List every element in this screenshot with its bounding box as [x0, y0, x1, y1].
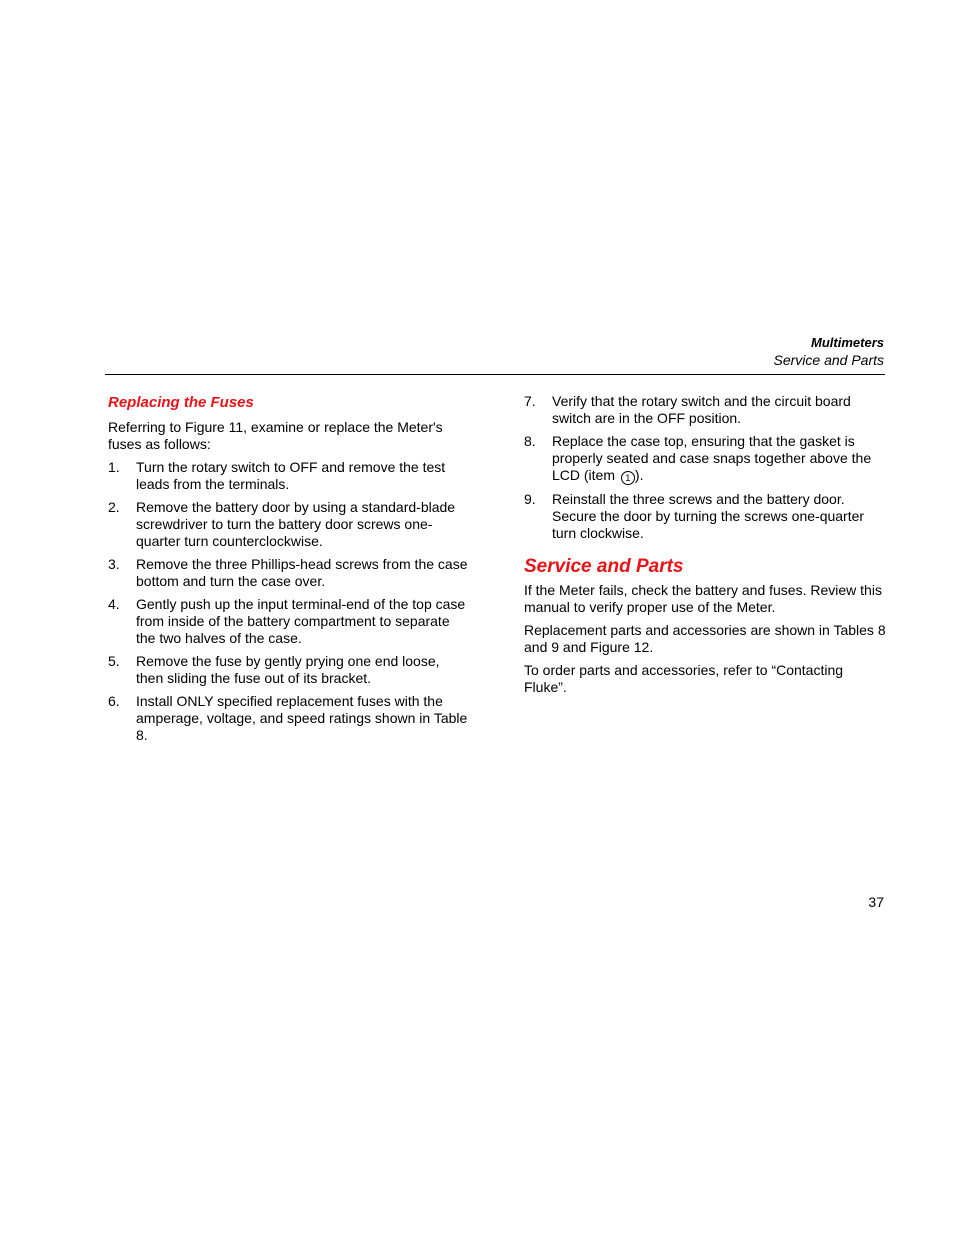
list-item — [524, 491, 886, 542]
item-callout-marker: 1 — [621, 471, 635, 485]
service-paragraph: If the Meter fails, check the battery and fuses. Review this manual to verify proper use of the Meter. — [524, 582, 882, 615]
step-text: Install ONLY specified replacement fuses with the amperage, voltage, and speed ratings shown in Table 8. — [136, 693, 468, 743]
page-number: 37 — [868, 894, 884, 910]
fuse-steps-list — [108, 459, 470, 744]
step-text: Reinstall the three screws and the battery door. Secure the door by turning the screws one-quarter turn clockwise. — [552, 491, 865, 541]
header-rule — [105, 374, 885, 375]
running-header-title: Multimeters — [811, 335, 884, 350]
fuse-steps-list-continued — [524, 393, 886, 542]
step-text: Turn the rotary switch to OFF and remove the test leads from the terminals. — [136, 459, 446, 492]
step-text: Replace the case top, ensuring that the gasket is properly seated and case snaps together above the LCD (item — [552, 433, 872, 483]
step-number: 7. — [524, 393, 536, 409]
right-column — [524, 393, 886, 702]
section-heading-replacing-fuses: Replacing the Fuses — [108, 394, 254, 411]
step-text: Remove the battery door by using a standard-blade screwdriver to turn the battery door screws one-quarter turn counterclockwise. — [136, 499, 456, 549]
left-column — [108, 393, 470, 750]
step-number: 5. — [108, 653, 120, 669]
step-number: 2. — [108, 499, 120, 515]
step-text-end: ). — [634, 467, 644, 483]
list-item — [108, 596, 470, 647]
section-heading-service-and-parts: Service and Parts — [524, 556, 684, 577]
step-number: 3. — [108, 556, 120, 572]
service-paragraph: To order parts and accessories, refer to “Contacting Fluke”. — [524, 662, 844, 695]
list-item — [524, 433, 886, 485]
step-number: 6. — [108, 693, 120, 709]
list-item — [108, 459, 470, 493]
service-paragraph: Replacement parts and accessories are shown in Tables 8 and 9 and Figure 12. — [524, 622, 886, 655]
fuses-intro: Referring to Figure 11, examine or replace the Meter's fuses as follows: — [108, 419, 443, 452]
step-text: Remove the three Phillips-head screws from the case bottom and turn the case over. — [136, 556, 468, 589]
list-item — [108, 556, 470, 590]
step-number: 9. — [524, 491, 536, 507]
list-item — [108, 653, 470, 687]
step-number: 4. — [108, 596, 120, 612]
step-text: Remove the fuse by gently prying one end loose, then sliding the fuse out of its bracket. — [136, 653, 440, 686]
step-text: Verify that the rotary switch and the circuit board switch are in the OFF position. — [552, 393, 851, 426]
list-item — [524, 393, 886, 427]
step-text: Gently push up the input terminal-end of the top case from inside of the battery compartment to separate the two halves of the case. — [136, 596, 466, 646]
list-item — [108, 499, 470, 550]
list-item — [108, 693, 470, 744]
running-header-subtitle: Service and Parts — [773, 352, 884, 368]
step-number: 8. — [524, 433, 536, 449]
step-number: 1. — [108, 459, 120, 475]
